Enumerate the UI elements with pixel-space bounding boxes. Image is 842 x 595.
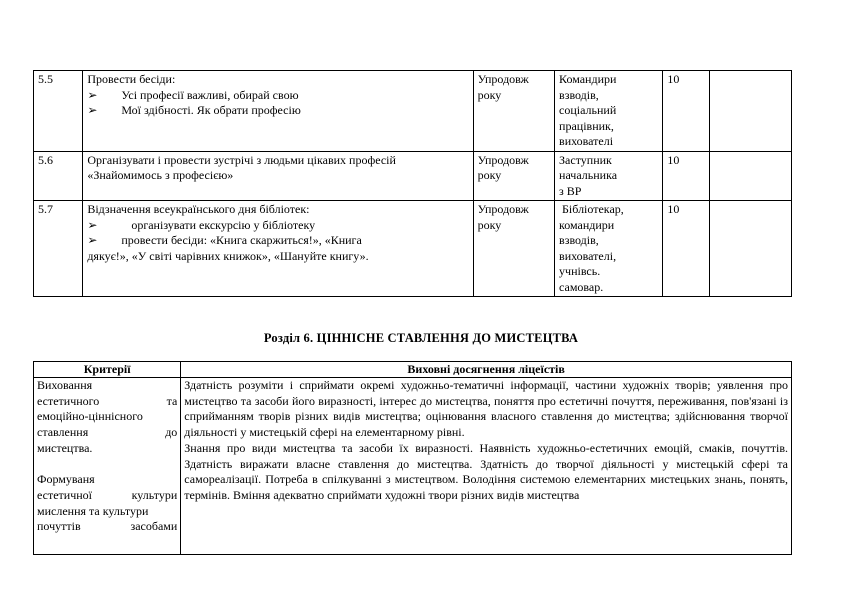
activity-bullet: ➢ Усі професії важливі, обирай свою xyxy=(87,87,299,102)
arrowhead-bullet-icon: ➢ xyxy=(87,233,98,247)
activity-bullet: ➢ організувати екскурсію у бібліотеку xyxy=(87,217,316,232)
note-cell xyxy=(710,151,792,201)
activity-cell xyxy=(83,71,473,152)
criteria-cell xyxy=(34,378,181,555)
header-achievements: Виховні досягнення ліцеїстів xyxy=(181,362,792,378)
criteria-word: ставлення xyxy=(37,425,89,440)
row-number: 5.6 xyxy=(34,151,83,201)
criteria-word: до xyxy=(165,425,178,440)
criteria-line-justified xyxy=(37,519,177,535)
criteria-table xyxy=(33,361,792,555)
note-cell xyxy=(710,71,792,152)
responsible-cell: Бібліотекар, командири взводів, вихователі, учнівсь. самовар. xyxy=(555,201,663,297)
table-header-row xyxy=(34,362,792,378)
note-cell xyxy=(710,201,792,297)
activities-table xyxy=(33,70,792,297)
achievement-paragraph: Здатність розуміти і сприймати окремі художньо-тематичні інформації, частини художніх творів; уявлення про мистецтво та засоби його виразності, інтерес до мистецтва, поняття про естетичні почуття, переживання, пов'язані із сприйманням творів різних видів мистецтва; оцінювання власного ставлення до мистецтва; здійснювання творчої діяльності у мистецькій сфері на елементарному рівні. xyxy=(184,378,788,440)
criteria-line-justified xyxy=(37,488,177,504)
criteria-word: та xyxy=(166,393,178,408)
achievements-cell xyxy=(181,378,792,555)
achievements-content xyxy=(184,378,788,554)
header-criteria: Критерії xyxy=(34,362,181,378)
activity-bullet: ➢ провести бесіди: «Книга скаржиться!», «Книга xyxy=(87,233,362,247)
row-number: 5.5 xyxy=(34,71,83,152)
criteria-word: естетичної xyxy=(37,487,92,502)
activity-title: Відзначення всеукраїнського дня бібліотек: xyxy=(87,202,310,216)
table-row xyxy=(34,151,792,201)
activity-cell: Організувати і провести зустрічі з людьми цікавих професій «Знайомимось з професією» xyxy=(83,151,473,201)
table-row xyxy=(34,71,792,152)
arrowhead-bullet-icon: ➢ xyxy=(87,217,98,232)
criteria-line-justified xyxy=(37,425,177,441)
activity-continuation: дякує!», «У світі чарівних книжок», «Шануйте книгу». xyxy=(87,248,369,263)
term-cell: Упродовж року xyxy=(473,71,554,152)
responsible-cell: Заступник начальника з ВР xyxy=(555,151,663,201)
criteria-line-justified xyxy=(37,394,177,410)
activity-title: Провести бесіди: xyxy=(87,72,176,86)
criteria-word: засобами xyxy=(130,519,178,534)
arrowhead-bullet-icon: ➢ xyxy=(87,103,98,117)
responsible-cell: Командири взводів, соціальний працівник, вихователі xyxy=(555,71,663,152)
row-number: 5.7 xyxy=(34,201,83,297)
classes-cell: 10 xyxy=(663,71,710,152)
section-title: Розділ 6. ЦІННІСНЕ СТАВЛЕННЯ ДО МИСТЕЦТВА xyxy=(263,331,579,345)
term-cell: Упродовж року xyxy=(473,151,554,201)
criteria-word: почуттів xyxy=(37,519,81,534)
achievement-paragraph: Знання про види мистецтва та засоби їх виразності. Наявність художньо-естетичних емоцій, смаків, почуттів. Здатність виражати власне ставлення до мистецтва. Здатність до творчої діяльності у мистецькій сфері та самореалізації. Потреба в спілкуванні з мистецтвом. Володіння системою елементарних мистецьких знань, понять, термінів. Вміння адекватно сприймати художні твори різних видів мистецтва xyxy=(184,440,788,502)
classes-cell: 10 xyxy=(663,201,710,297)
activity-bullet: ➢ Мої здібності. Як обрати професію xyxy=(87,103,301,117)
term-cell: Упродовж року xyxy=(473,201,554,297)
table-row xyxy=(34,378,792,555)
classes-cell: 10 xyxy=(663,151,710,201)
criteria-gap xyxy=(37,457,177,473)
table-row xyxy=(34,201,792,297)
criteria-content: Виховання естетичного та емоційно-ціннісного ставлення до мистецтва. Формуваня естетичної культури мислення та культури почуттів засобами xyxy=(37,378,178,534)
activity-cell xyxy=(83,201,473,297)
criteria-word: естетичного xyxy=(37,393,100,408)
arrowhead-bullet-icon: ➢ xyxy=(87,87,98,102)
criteria-word: культури xyxy=(131,487,178,502)
